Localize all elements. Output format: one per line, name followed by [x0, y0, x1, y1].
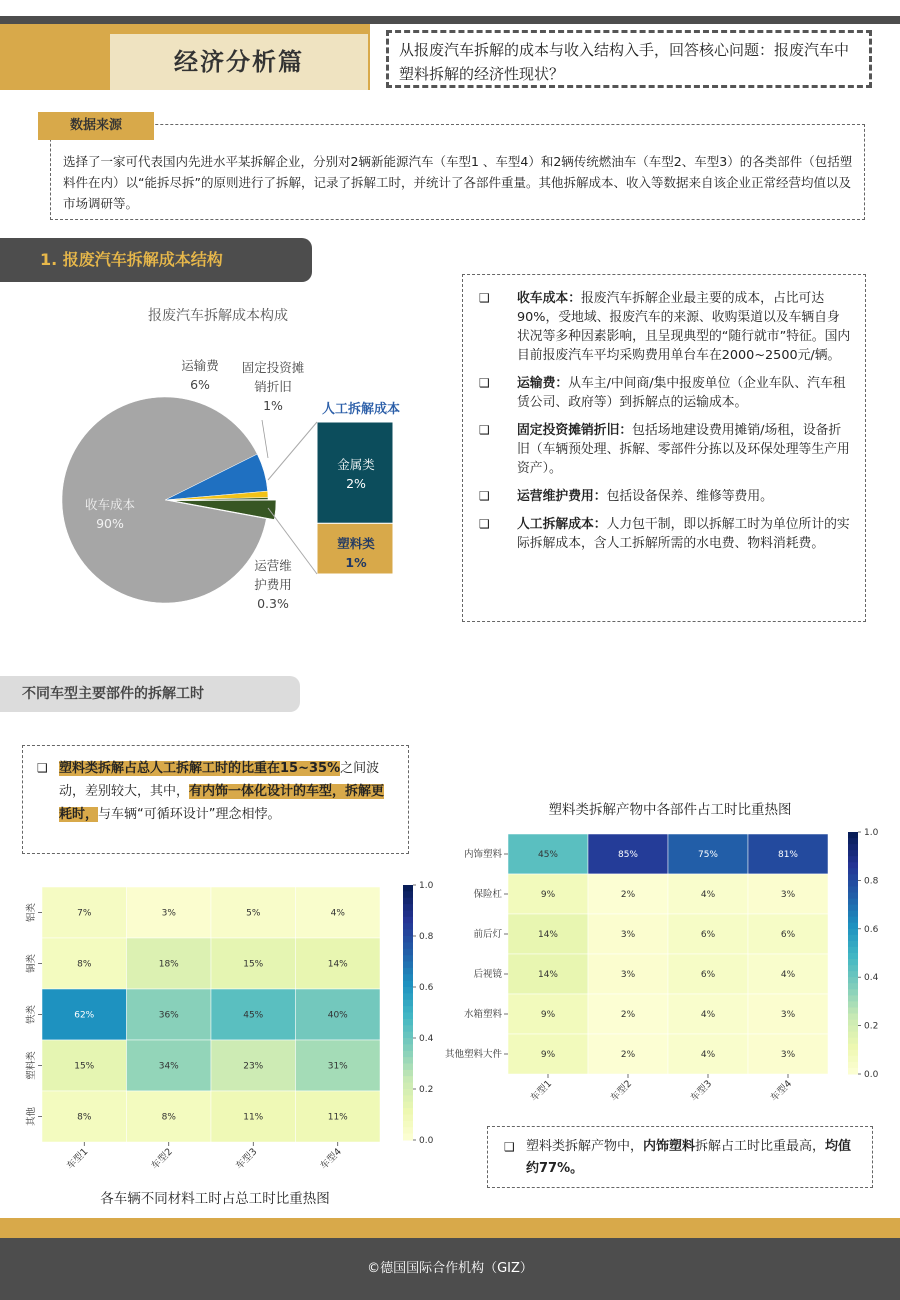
- materials-heatmap-col-label: 车型2: [149, 1146, 175, 1172]
- parts-heatmap-colorbar-seg: [848, 911, 858, 918]
- bullet-transport: [479, 374, 851, 412]
- materials-heatmap-cell-label: 7%: [77, 908, 92, 919]
- cost-explanation-box: [462, 274, 866, 622]
- parts-heatmap-cell-label: 3%: [620, 930, 636, 940]
- materials-heatmap-colorbar-seg: [403, 1057, 413, 1064]
- materials-heatmap-colorbar-seg: [403, 1083, 413, 1090]
- parts-heatmap-colorbar-seg: [848, 965, 858, 972]
- materials-heatmap-colorbar-label: 0.2: [419, 1085, 434, 1095]
- parts-heatmap-colorbar-seg: [848, 947, 858, 954]
- materials-heatmap-colorbar-seg: [403, 1102, 413, 1109]
- parts-heatmap-cell-label: 9%: [540, 890, 556, 900]
- materials-heatmap-cell-label: 18%: [158, 959, 179, 970]
- parts-heatmap-cell-label: 9%: [540, 1010, 556, 1020]
- parts-heatmap-colorbar-label: 0.0: [864, 1070, 879, 1080]
- heatmap-materials-title: 各车辆不同材料工时占总工时比重热图: [100, 1191, 330, 1207]
- materials-heatmap-colorbar-seg: [403, 923, 413, 930]
- materials-heatmap-cell-label: 11%: [327, 1112, 348, 1123]
- parts-heatmap-colorbar-seg: [848, 868, 858, 875]
- note1-text-end: 与车辆“可循环设计”理念相悖。: [98, 807, 281, 822]
- parts-heatmap-col-label: 车型3: [688, 1078, 715, 1104]
- parts-heatmap-cell-label: 2%: [620, 1050, 636, 1060]
- materials-heatmap-cell-label: 8%: [77, 959, 92, 970]
- top-bar: [0, 16, 900, 24]
- parts-heatmap-colorbar-seg: [848, 1056, 858, 1063]
- materials-heatmap-colorbar-seg: [403, 955, 413, 962]
- parts-heatmap-row-label: 内饰塑料: [463, 849, 502, 860]
- materials-heatmap-colorbar-seg: [403, 1121, 413, 1128]
- materials-heatmap-colorbar-seg: [403, 1127, 413, 1134]
- materials-heatmap-cell-label: 31%: [327, 1061, 348, 1072]
- labor-plastic-value: 1%: [345, 555, 367, 570]
- materials-heatmap-colorbar-seg: [403, 949, 413, 956]
- parts-heatmap-colorbar-seg: [848, 941, 858, 948]
- materials-heatmap-cell-label: 15%: [74, 1061, 95, 1072]
- materials-heatmap-cell-label: 40%: [327, 1010, 348, 1021]
- parts-heatmap-colorbar-seg: [848, 1044, 858, 1051]
- section1-title: 1. 报废汽车拆解成本结构: [0, 238, 312, 282]
- parts-heatmap-colorbar-seg: [848, 1014, 858, 1021]
- parts-heatmap-colorbar-seg: [848, 983, 858, 990]
- parts-heatmap-cell-label: 4%: [700, 1010, 716, 1020]
- pie-label-maint-line1: 运营维: [254, 558, 292, 573]
- checkbox-icon: ❑: [37, 761, 48, 775]
- parts-heatmap-col-label: 车型2: [608, 1078, 635, 1104]
- materials-heatmap-colorbar-seg: [403, 1006, 413, 1013]
- materials-heatmap-colorbar-seg: [403, 962, 413, 969]
- materials-heatmap-cell-label: 45%: [243, 1010, 264, 1021]
- materials-heatmap-cell-label: 15%: [243, 959, 264, 970]
- bullet-term: 固定投资摊销折旧：: [517, 423, 633, 438]
- materials-heatmap-col-label: 车型4: [318, 1146, 344, 1172]
- bullet-text: 包括设备保养、维修等费用。: [606, 489, 773, 504]
- parts-heatmap-colorbar-seg: [848, 899, 858, 906]
- parts-heatmap-cell-label: 9%: [540, 1050, 556, 1060]
- materials-heatmap-colorbar-label: 0.0: [419, 1136, 434, 1146]
- bullet-collect: [479, 289, 851, 365]
- bullet-labor: [479, 515, 851, 553]
- materials-heatmap-colorbar-seg: [403, 1032, 413, 1039]
- parts-heatmap-cell-label: 4%: [700, 890, 716, 900]
- parts-heatmap-cell-label: 14%: [537, 970, 559, 980]
- materials-heatmap-cell-label: 23%: [243, 1061, 264, 1072]
- heatmap-materials: [0, 870, 460, 1190]
- data-source-tab: 数据来源: [38, 112, 154, 140]
- materials-heatmap-colorbar-seg: [403, 917, 413, 924]
- bullet-fixed: [479, 421, 851, 478]
- connector-line-top: [268, 422, 317, 480]
- materials-heatmap-colorbar-seg: [403, 1089, 413, 1096]
- parts-heatmap-colorbar-seg: [848, 935, 858, 942]
- parts-heatmap-cell-label: 3%: [780, 890, 796, 900]
- parts-heatmap-colorbar-seg: [848, 832, 858, 839]
- materials-heatmap-colorbar-label: 0.6: [419, 983, 434, 993]
- materials-heatmap-colorbar-seg: [403, 981, 413, 988]
- parts-heatmap-colorbar-seg: [848, 1007, 858, 1014]
- materials-heatmap-colorbar-seg: [403, 1095, 413, 1102]
- parts-heatmap-colorbar-label: 0.8: [864, 876, 879, 887]
- parts-heatmap-cell-label: 4%: [780, 970, 796, 980]
- plastic-note: [487, 1126, 873, 1188]
- checkbox-icon: ❑: [479, 423, 490, 437]
- pie-label-fixed: [232, 358, 314, 415]
- footer-text: ©德国国际合作机构（GIZ）: [367, 1261, 533, 1276]
- materials-heatmap-colorbar-seg: [403, 1076, 413, 1083]
- pie-title: 报废汽车拆解成本构成: [148, 308, 288, 324]
- parts-heatmap-colorbar-seg: [848, 856, 858, 863]
- parts-heatmap-colorbar-seg: [848, 1026, 858, 1033]
- labor-share-note: [22, 745, 409, 854]
- materials-heatmap-colorbar-seg: [403, 968, 413, 975]
- pie-label-fixed-line1: 固定投资摊: [241, 360, 305, 375]
- materials-heatmap-colorbar-seg: [403, 987, 413, 994]
- data-source-text: 选择了一家可代表国内先进水平某拆解企业，分别对2辆新能源汽车（车型1 、车型4）和2辆传统燃油车（车型2、车型3）的各类部件（包括塑料件在内）以“能拆尽拆”的原则进行了拆解，记录了拆解工时，并统计了各部件重量。其他拆解成本、收入等数据来自该企业正常经营均值以及市场调研等。: [63, 154, 853, 211]
- materials-heatmap-colorbar-label: 0.4: [419, 1034, 434, 1044]
- materials-heatmap-colorbar-seg: [403, 885, 413, 892]
- pie-label-maint-line2: 护费用: [254, 577, 292, 592]
- materials-heatmap-cell-label: 36%: [158, 1010, 179, 1021]
- parts-heatmap-colorbar-seg: [848, 844, 858, 851]
- parts-heatmap-colorbar-seg: [848, 959, 858, 966]
- bullet-text: 从车主/中间商/集中报废单位（企业车队、汽车租赁公司、政府等）到拆解点的运输成本。: [517, 376, 846, 410]
- parts-heatmap-cell-label: 6%: [700, 970, 716, 980]
- parts-heatmap-colorbar-seg: [848, 905, 858, 912]
- checkbox-icon: ❑: [479, 517, 490, 531]
- bullet-maint: [479, 487, 851, 506]
- parts-heatmap-colorbar-seg: [848, 1050, 858, 1057]
- checkbox-icon: ❑: [479, 489, 490, 503]
- parts-heatmap-cell-label: 2%: [620, 1010, 636, 1020]
- note1-highlight-design: 有内饰一体化设计的车型，拆解更耗时，: [59, 784, 385, 822]
- materials-heatmap-cell-label: 8%: [161, 1112, 176, 1123]
- bullet-term: 人工拆解成本：: [517, 517, 607, 532]
- materials-heatmap-colorbar-seg: [403, 911, 413, 918]
- note2-text-mid: 拆解占工时比重最高，: [695, 1139, 826, 1154]
- parts-heatmap-colorbar-seg: [848, 953, 858, 960]
- materials-heatmap-cell-label: 3%: [161, 908, 176, 919]
- parts-heatmap-colorbar-seg: [848, 1020, 858, 1027]
- bullet-text: 人力包干制，即以拆解工时为单位所计的实际拆解成本，含人工拆解所需的水电费、物料消耗费。: [517, 517, 850, 551]
- parts-heatmap-colorbar-seg: [848, 1068, 858, 1075]
- materials-heatmap-cell-label: 62%: [74, 1010, 95, 1021]
- note2-bold-part: 内饰塑料: [643, 1139, 696, 1154]
- pie-label-transport-name: 运输费: [181, 358, 219, 373]
- materials-heatmap-colorbar-seg: [403, 1044, 413, 1051]
- parts-heatmap-colorbar-seg: [848, 929, 858, 936]
- parts-heatmap-cell-label: 3%: [780, 1010, 796, 1020]
- bullet-term: 运输费：: [517, 376, 569, 391]
- parts-heatmap-colorbar-seg: [848, 1001, 858, 1008]
- materials-heatmap-colorbar-label: 1.0: [419, 881, 434, 891]
- materials-heatmap-colorbar-seg: [403, 993, 413, 1000]
- note1-highlight-range: 塑料类拆解占总人工拆解工时的比重在15~35%: [59, 761, 341, 776]
- parts-heatmap-colorbar-seg: [848, 850, 858, 857]
- data-source-box: [50, 124, 865, 220]
- parts-heatmap-colorbar-seg: [848, 917, 858, 924]
- parts-heatmap-cell-label: 6%: [780, 930, 796, 940]
- footer: [0, 1238, 900, 1300]
- parts-heatmap-colorbar-label: 1.0: [864, 828, 879, 838]
- parts-heatmap-row-label: 保险杠: [473, 889, 502, 900]
- materials-heatmap-colorbar-seg: [403, 904, 413, 911]
- materials-heatmap-row-label: 铁类: [26, 1004, 37, 1025]
- materials-heatmap-col-label: 车型3: [233, 1146, 260, 1172]
- page-title: 经济分析篇: [174, 48, 304, 76]
- parts-heatmap-row-label: 水箱塑料: [463, 1009, 502, 1020]
- parts-heatmap-colorbar-seg: [848, 989, 858, 996]
- materials-heatmap-colorbar-seg: [403, 942, 413, 949]
- bullet-term: 收车成本：: [517, 291, 581, 306]
- heatmap-parts: [420, 820, 890, 1120]
- checkbox-icon: ❑: [479, 376, 490, 390]
- materials-heatmap-colorbar-seg: [403, 898, 413, 905]
- section2-title: 不同车型主要部件的拆解工时: [0, 676, 300, 712]
- parts-heatmap-colorbar-label: 0.2: [864, 1021, 879, 1032]
- materials-heatmap-colorbar-seg: [403, 1064, 413, 1071]
- parts-heatmap-colorbar-seg: [848, 838, 858, 845]
- materials-heatmap-colorbar-seg: [403, 936, 413, 943]
- materials-heatmap-colorbar-seg: [403, 1019, 413, 1026]
- parts-heatmap-cell-label: 81%: [777, 850, 799, 860]
- parts-heatmap-cell-label: 85%: [617, 850, 639, 860]
- materials-heatmap-colorbar-seg: [403, 930, 413, 937]
- fixed-leader-line: [262, 420, 268, 458]
- parts-heatmap-row-label: 后视镜: [473, 969, 502, 980]
- materials-heatmap-colorbar-seg: [403, 1108, 413, 1115]
- pie-label-transport: [170, 356, 230, 394]
- pie-label-maint-value: 0.3%: [257, 596, 289, 611]
- materials-heatmap-colorbar-seg: [403, 1115, 413, 1122]
- parts-heatmap-col-label: 车型4: [768, 1078, 795, 1104]
- materials-heatmap-row-label: 铜类: [26, 953, 37, 974]
- heatmap-parts-title: 塑料类拆解产物中各部件占工时比重热图: [548, 802, 792, 818]
- labor-metal-value: 2%: [346, 476, 366, 491]
- parts-heatmap-colorbar-seg: [848, 893, 858, 900]
- bullet-text: 包括场地建设费用摊销/场租，设备折旧（车辆预处理、拆解、零部件分拣以及环保处理等生产用资产）。: [517, 423, 850, 476]
- materials-heatmap-row-label: 塑料类: [26, 1051, 37, 1080]
- note1-text: 之间波动，差别较大，其中，: [59, 761, 380, 799]
- parts-heatmap-cell-label: 14%: [537, 930, 559, 940]
- parts-heatmap-cell-label: 45%: [537, 850, 559, 860]
- parts-heatmap-colorbar-seg: [848, 977, 858, 984]
- pie-label-collect-name: 收车成本: [84, 497, 135, 512]
- materials-heatmap-cell-label: 34%: [158, 1061, 179, 1072]
- materials-heatmap-colorbar-seg: [403, 1013, 413, 1020]
- parts-heatmap-colorbar-seg: [848, 1038, 858, 1045]
- labor-plastic-label: [318, 534, 394, 572]
- parts-heatmap-colorbar-label: 0.6: [864, 924, 879, 935]
- materials-heatmap-cell-label: 14%: [327, 959, 348, 970]
- bullet-text: 报废汽车拆解企业最主要的成本，占比可达90%，受地域、报废汽车的来源、收购渠道以及车辆自身状况等多种因素影响，且呈现典型的“随行就市”特征。国内目前报废汽车平均采购费用单台车在2000~2500元/辆。: [517, 291, 851, 363]
- materials-heatmap-colorbar-seg: [403, 1038, 413, 1045]
- materials-heatmap-cell-label: 11%: [243, 1112, 264, 1123]
- parts-heatmap-cell-label: 3%: [620, 970, 636, 980]
- labor-plastic-name: 塑料类: [337, 536, 375, 551]
- pie-label-transport-value: 6%: [190, 377, 210, 392]
- pie-label-maint: [243, 556, 303, 613]
- materials-heatmap-colorbar-seg: [403, 1134, 413, 1141]
- checkbox-icon: ❑: [504, 1140, 515, 1154]
- materials-heatmap-cell-label: 5%: [246, 908, 261, 919]
- pie-label-collect: [60, 495, 160, 533]
- materials-heatmap-colorbar-seg: [403, 1070, 413, 1077]
- note2-text: 塑料类拆解产物中，: [526, 1139, 644, 1154]
- materials-heatmap-row-label: 其他: [26, 1106, 37, 1127]
- parts-heatmap-colorbar-seg: [848, 886, 858, 893]
- materials-heatmap-colorbar-seg: [403, 1051, 413, 1058]
- parts-heatmap-colorbar-seg: [848, 971, 858, 978]
- footer-accent: [0, 1218, 900, 1238]
- materials-heatmap-colorbar-seg: [403, 891, 413, 898]
- pie-label-fixed-value: 1%: [263, 398, 283, 413]
- labor-metal-label: [318, 455, 394, 493]
- parts-heatmap-row-label: 前后灯: [473, 929, 502, 940]
- labor-cost-title: 人工拆解成本: [322, 402, 401, 417]
- materials-heatmap-cell-label: 8%: [77, 1112, 92, 1123]
- parts-heatmap-colorbar-seg: [848, 1062, 858, 1069]
- materials-heatmap-colorbar-seg: [403, 1000, 413, 1007]
- parts-heatmap-cell-label: 2%: [620, 890, 636, 900]
- materials-heatmap-row-label: 铝类: [26, 902, 37, 923]
- parts-heatmap-col-label: 车型1: [528, 1078, 555, 1104]
- parts-heatmap-colorbar-seg: [848, 862, 858, 869]
- materials-heatmap-colorbar-seg: [403, 1025, 413, 1032]
- core-question: 从报废汽车拆解的成本与收入结构入手，回答核心问题：报废汽车中塑料拆解的经济性现状？: [386, 30, 872, 88]
- materials-heatmap-colorbar-label: 0.8: [419, 932, 434, 942]
- checkbox-icon: ❑: [479, 291, 490, 305]
- parts-heatmap-cell-label: 75%: [697, 850, 719, 860]
- parts-heatmap-cell-label: 3%: [780, 1050, 796, 1060]
- parts-heatmap-colorbar-seg: [848, 880, 858, 887]
- note2-bold-avg: 均值约77%。: [526, 1139, 852, 1176]
- parts-heatmap-cell-label: 4%: [700, 1050, 716, 1060]
- materials-heatmap-colorbar-seg: [403, 974, 413, 981]
- materials-heatmap-col-label: 车型1: [64, 1146, 91, 1172]
- pie-label-collect-value: 90%: [96, 516, 124, 531]
- bullet-term: 运营维护费用：: [517, 489, 607, 504]
- parts-heatmap-colorbar-label: 0.4: [864, 973, 879, 984]
- labor-metal-name: 金属类: [337, 457, 375, 472]
- parts-heatmap-cell-label: 6%: [700, 930, 716, 940]
- materials-heatmap-cell-label: 4%: [330, 908, 345, 919]
- parts-heatmap-colorbar-seg: [848, 995, 858, 1002]
- parts-heatmap-colorbar-seg: [848, 874, 858, 881]
- parts-heatmap-colorbar-seg: [848, 923, 858, 930]
- parts-heatmap-row-label: 其他塑料大件: [444, 1049, 502, 1060]
- parts-heatmap-colorbar-seg: [848, 1032, 858, 1039]
- pie-label-fixed-line2: 销折旧: [254, 379, 292, 394]
